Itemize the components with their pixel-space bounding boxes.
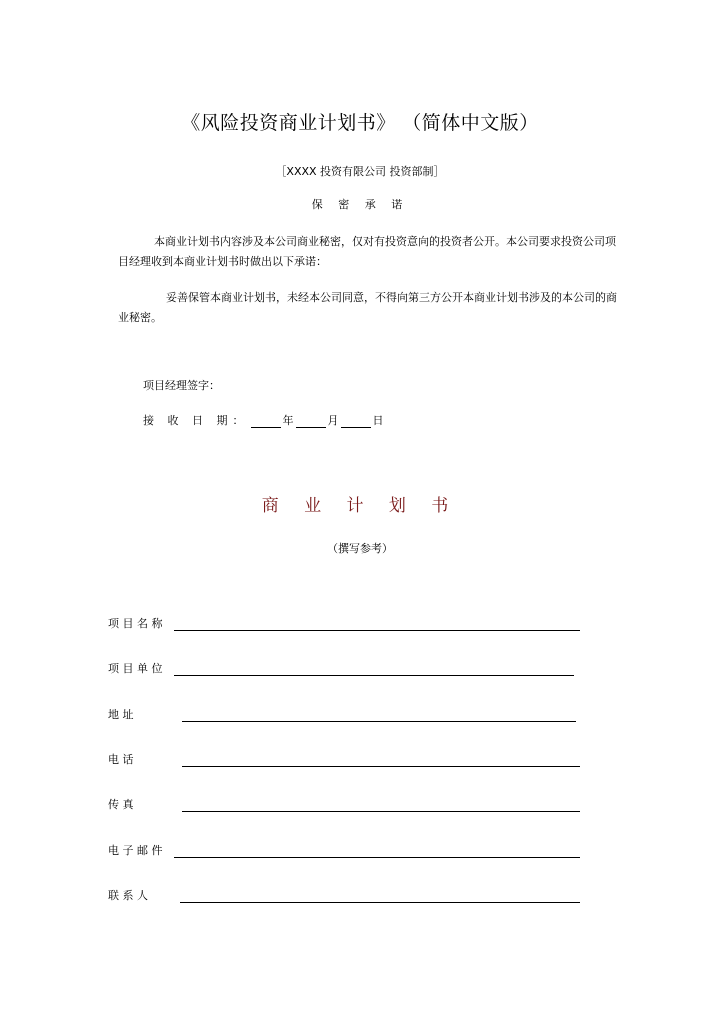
field-label: 电 话 (108, 753, 134, 766)
field-phone (108, 751, 580, 767)
field-project-unit (108, 660, 574, 676)
plan-title: 商 业 计 划 书 (261, 496, 459, 516)
field-line[interactable] (174, 618, 580, 631)
field-line[interactable] (180, 890, 580, 903)
field-line[interactable] (182, 709, 576, 722)
month-blank[interactable] (296, 415, 326, 428)
receipt-date-label: 接 收 日 期： (143, 414, 249, 427)
field-email (108, 842, 580, 858)
company-line: ［XXXX 投资有限公司 投资部制］ (275, 165, 445, 178)
field-project-name (108, 615, 580, 631)
field-label: 项 目 单 位 (108, 662, 163, 675)
field-address (108, 706, 576, 722)
year-blank[interactable] (251, 415, 281, 428)
field-fax (108, 796, 580, 812)
signature-label: 项目经理签字： (143, 379, 220, 392)
field-contact (108, 887, 580, 903)
field-line[interactable] (174, 845, 580, 858)
confidentiality-paragraph-1: 本商业计划书内容涉及本公司商业秘密，仅对有投资意向的投资者公开。本公司要求投资公司项目经理收到本商业计划书时做出以下承诺： (118, 235, 616, 268)
month-char: 月 (327, 414, 339, 427)
field-line[interactable] (182, 799, 580, 812)
year-char: 年 (282, 414, 294, 427)
day-char: 日 (372, 414, 384, 427)
main-title: 《风险投资商业计划书》 （简体中文版） (181, 112, 539, 134)
receipt-date-row (143, 412, 384, 428)
field-label: 联 系 人 (108, 889, 148, 902)
field-label: 电 子 邮 件 (108, 844, 163, 857)
confidentiality-paragraph-2: 妥善保管本商业计划书，未经本公司同意，不得向第三方公开本商业计划书涉及的本公司的商业秘密。 (118, 291, 617, 324)
field-label: 传 真 (108, 798, 134, 811)
field-label: 地 址 (108, 708, 134, 721)
plan-subtitle: （撰写参考） (327, 542, 393, 555)
confidentiality-heading: 保 密 承 诺 (311, 198, 409, 211)
field-line[interactable] (174, 663, 574, 676)
field-label: 项 目 名 称 (108, 617, 163, 630)
field-line[interactable] (182, 754, 580, 767)
day-blank[interactable] (341, 415, 371, 428)
